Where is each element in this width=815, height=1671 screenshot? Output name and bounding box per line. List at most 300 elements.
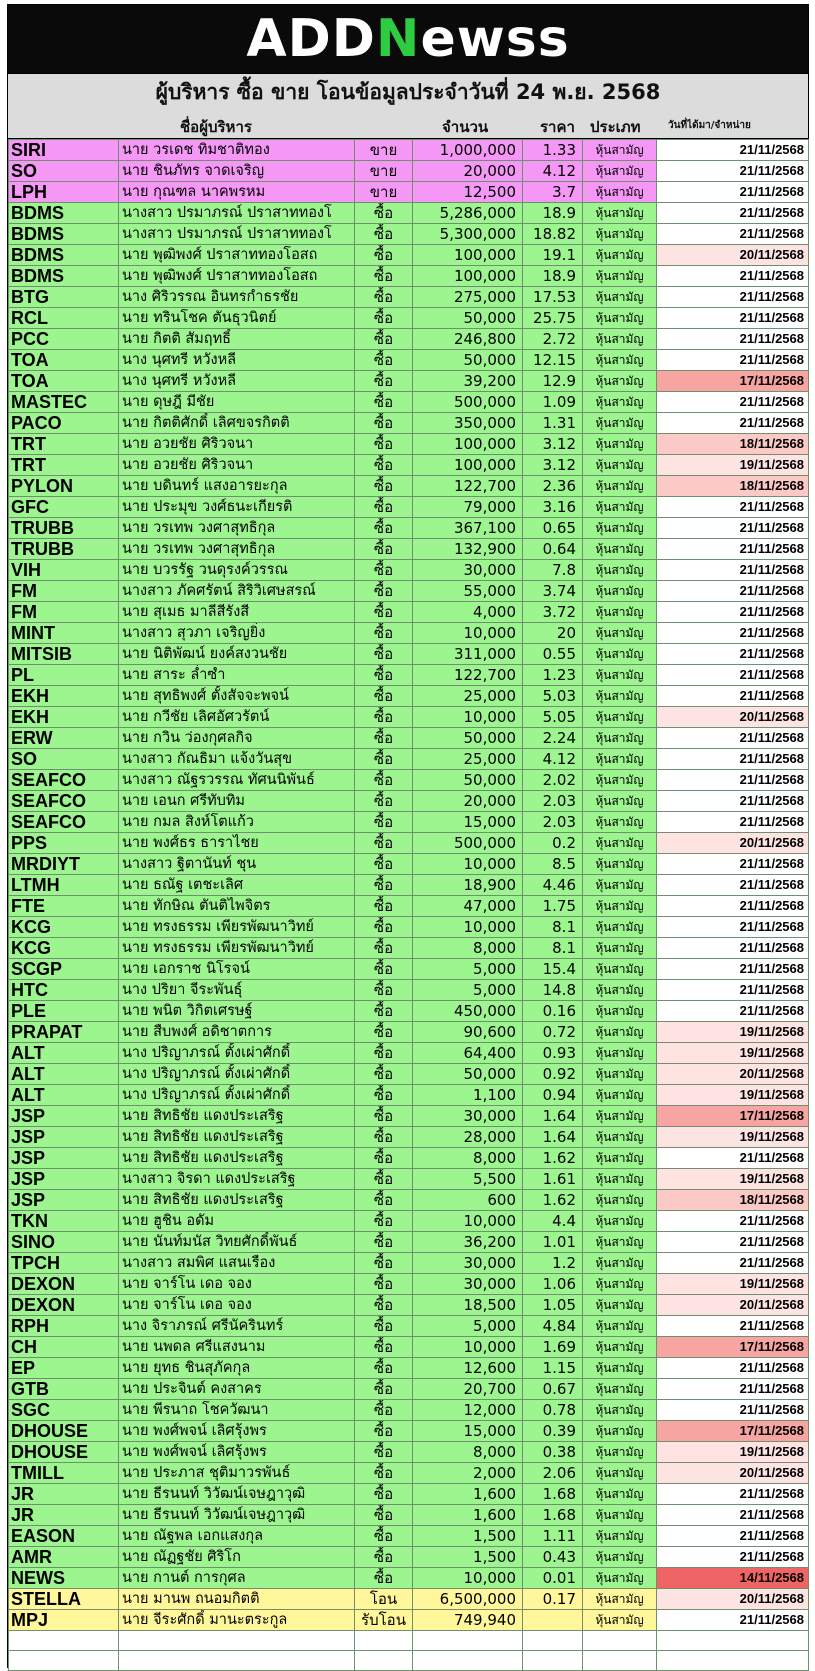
name-cell: นาย สิทธิชัย แดงประเสริฐ: [119, 1148, 355, 1169]
name-cell: นาย นิติพัฒน์ ยงค์สงวนชัย: [119, 644, 355, 665]
table-row: [9, 686, 809, 707]
table-row: [9, 602, 809, 623]
volume-cell: 8,000: [413, 1442, 523, 1463]
empty-row: [9, 1651, 809, 1671]
price-cell: 0.2: [523, 833, 583, 854]
action-cell: ซื้อ: [355, 1169, 413, 1190]
symbol-cell: TMILL: [9, 1463, 119, 1484]
price-cell: 1.2: [523, 1253, 583, 1274]
action-cell: ซื้อ: [355, 1547, 413, 1568]
type-cell: หุ้นสามัญ: [583, 1589, 657, 1610]
type-cell: หุ้นสามัญ: [583, 1400, 657, 1421]
price-cell: 8.1: [523, 938, 583, 959]
date-cell: 21/11/2568: [657, 560, 809, 581]
date-cell: 21/11/2568: [657, 812, 809, 833]
symbol-cell: FTE: [9, 896, 119, 917]
price-cell: 18.9: [523, 266, 583, 287]
volume-cell: 311,000: [413, 644, 523, 665]
price-cell: 1.11: [523, 1526, 583, 1547]
table-row: [9, 203, 809, 224]
symbol-cell: TRUBB: [9, 518, 119, 539]
volume-cell: 10,000: [413, 623, 523, 644]
symbol-cell: BTG: [9, 287, 119, 308]
symbol-cell: EKH: [9, 686, 119, 707]
volume-cell: 100,000: [413, 455, 523, 476]
type-cell: หุ้นสามัญ: [583, 728, 657, 749]
action-cell: ซื้อ: [355, 728, 413, 749]
date-cell: 21/11/2568: [657, 1358, 809, 1379]
volume-cell: 367,100: [413, 518, 523, 539]
price-cell: 19.1: [523, 245, 583, 266]
price-cell: 3.12: [523, 455, 583, 476]
name-cell: นาย สาระ ล่ำซำ: [119, 665, 355, 686]
date-cell: 21/11/2568: [657, 413, 809, 434]
symbol-cell: BDMS: [9, 266, 119, 287]
volume-cell: 10,000: [413, 1211, 523, 1232]
symbol-cell: SCGP: [9, 959, 119, 980]
volume-cell: 15,000: [413, 812, 523, 833]
price-cell: [523, 1610, 583, 1631]
symbol-cell: MITSIB: [9, 644, 119, 665]
action-cell: ซื้อ: [355, 1106, 413, 1127]
table-row: [9, 791, 809, 812]
price-cell: 0.55: [523, 644, 583, 665]
price-cell: 0.65: [523, 518, 583, 539]
price-cell: 5.05: [523, 707, 583, 728]
price-cell: 2.06: [523, 1463, 583, 1484]
symbol-cell: PYLON: [9, 476, 119, 497]
table-row: [9, 644, 809, 665]
table-row: [9, 896, 809, 917]
date-cell: 21/11/2568: [657, 1379, 809, 1400]
price-cell: 0.92: [523, 1064, 583, 1085]
price-cell: 1.68: [523, 1484, 583, 1505]
name-cell: นาย อวยชัย ศิริวจนา: [119, 455, 355, 476]
action-cell: ซื้อ: [355, 833, 413, 854]
price-cell: 4.12: [523, 161, 583, 182]
date-cell: 21/11/2568: [657, 1526, 809, 1547]
name-cell: นาย พงศ์พจน์ เลิศรุ้งพร: [119, 1421, 355, 1442]
volume-cell: 50,000: [413, 308, 523, 329]
name-cell: นาย บวรรัฐ วนดุรงค์วรรณ: [119, 560, 355, 581]
name-cell: นาย พงศ์พจน์ เลิศรุ้งพร: [119, 1442, 355, 1463]
type-cell: หุ้นสามัญ: [583, 623, 657, 644]
table-row: [9, 959, 809, 980]
symbol-cell: AMR: [9, 1547, 119, 1568]
price-cell: 12.15: [523, 350, 583, 371]
action-cell: ซื้อ: [355, 1127, 413, 1148]
symbol-cell: PRAPAT: [9, 1022, 119, 1043]
price-cell: 8.5: [523, 854, 583, 875]
date-cell: 17/11/2568: [657, 1337, 809, 1358]
volume-cell: 749,940: [413, 1610, 523, 1631]
action-cell: ซื้อ: [355, 203, 413, 224]
date-cell: 21/11/2568: [657, 1148, 809, 1169]
symbol-cell: KCG: [9, 938, 119, 959]
price-cell: 1.62: [523, 1190, 583, 1211]
action-cell: ซื้อ: [355, 1043, 413, 1064]
symbol-cell: ALT: [9, 1085, 119, 1106]
price-cell: 1.75: [523, 896, 583, 917]
date-cell: 21/11/2568: [657, 959, 809, 980]
type-cell: หุ้นสามัญ: [583, 917, 657, 938]
date-cell: 21/11/2568: [657, 602, 809, 623]
action-cell: ซื้อ: [355, 770, 413, 791]
action-cell: ซื้อ: [355, 602, 413, 623]
name-cell: นาย ชินภัทร จาดเจริญ: [119, 161, 355, 182]
action-cell: ซื้อ: [355, 749, 413, 770]
symbol-cell: BDMS: [9, 203, 119, 224]
table-row: [9, 518, 809, 539]
price-cell: 4.4: [523, 1211, 583, 1232]
action-cell: ซื้อ: [355, 371, 413, 392]
volume-cell: 500,000: [413, 833, 523, 854]
symbol-cell: KCG: [9, 917, 119, 938]
name-cell: นาย ณัฐพล เอกแสงกุล: [119, 1526, 355, 1547]
name-cell: นาย ธีรนนท์ วิวัฒน์เจษฎาวุฒิ: [119, 1484, 355, 1505]
volume-cell: 30,000: [413, 1253, 523, 1274]
price-cell: 0.39: [523, 1421, 583, 1442]
symbol-cell: NEWS: [9, 1568, 119, 1589]
volume-cell: 275,000: [413, 287, 523, 308]
name-cell: นาย อวยชัย ศิริวจนา: [119, 434, 355, 455]
price-cell: 7.8: [523, 560, 583, 581]
type-cell: หุ้นสามัญ: [583, 1106, 657, 1127]
action-cell: ซื้อ: [355, 434, 413, 455]
empty-cell: [355, 1631, 413, 1651]
table-row: [9, 875, 809, 896]
price-cell: 1.64: [523, 1127, 583, 1148]
name-cell: นาง ปริญาภรณ์ ตั้งเผ่าศักดิ์: [119, 1043, 355, 1064]
symbol-cell: EP: [9, 1358, 119, 1379]
action-cell: ซื้อ: [355, 413, 413, 434]
type-cell: หุ้นสามัญ: [583, 1274, 657, 1295]
table-row: [9, 560, 809, 581]
price-cell: 20: [523, 623, 583, 644]
action-cell: ซื้อ: [355, 1148, 413, 1169]
price-cell: 4.12: [523, 749, 583, 770]
action-cell: ขาย: [355, 161, 413, 182]
type-cell: หุ้นสามัญ: [583, 539, 657, 560]
date-cell: 21/11/2568: [657, 728, 809, 749]
price-cell: 2.02: [523, 770, 583, 791]
date-cell: 21/11/2568: [657, 1232, 809, 1253]
date-cell: 21/11/2568: [657, 917, 809, 938]
action-cell: ซื้อ: [355, 1022, 413, 1043]
date-cell: 21/11/2568: [657, 182, 809, 203]
table-row: [9, 1316, 809, 1337]
symbol-cell: DEXON: [9, 1295, 119, 1316]
volume-cell: 100,000: [413, 266, 523, 287]
type-cell: หุ้นสามัญ: [583, 308, 657, 329]
date-cell: 21/11/2568: [657, 1316, 809, 1337]
price-cell: 1.33: [523, 140, 583, 161]
price-cell: 1.69: [523, 1337, 583, 1358]
volume-cell: 20,000: [413, 161, 523, 182]
symbol-cell: MASTEC: [9, 392, 119, 413]
name-cell: นาง ปริยา จีระพันธุ์: [119, 980, 355, 1001]
empty-cell: [523, 1651, 583, 1671]
type-cell: หุ้นสามัญ: [583, 1505, 657, 1526]
action-cell: ซื้อ: [355, 329, 413, 350]
volume-cell: 2,000: [413, 1463, 523, 1484]
date-cell: 20/11/2568: [657, 1295, 809, 1316]
type-cell: หุ้นสามัญ: [583, 1232, 657, 1253]
table-row: [9, 623, 809, 644]
volume-cell: 12,000: [413, 1400, 523, 1421]
action-cell: ซื้อ: [355, 1484, 413, 1505]
action-cell: โอน: [355, 1589, 413, 1610]
name-cell: นาย ทรงธรรม เพียรพัฒนาวิทย์: [119, 938, 355, 959]
name-cell: นาย สิทธิชัย แดงประเสริฐ: [119, 1127, 355, 1148]
type-cell: หุ้นสามัญ: [583, 980, 657, 1001]
volume-cell: 47,000: [413, 896, 523, 917]
volume-cell: 10,000: [413, 707, 523, 728]
empty-cell: [583, 1651, 657, 1671]
action-cell: ซื้อ: [355, 791, 413, 812]
volume-cell: 50,000: [413, 770, 523, 791]
symbol-cell: JSP: [9, 1127, 119, 1148]
table-row: [9, 770, 809, 791]
type-cell: หุ้นสามัญ: [583, 392, 657, 413]
type-cell: หุ้นสามัญ: [583, 1085, 657, 1106]
table-row: [9, 392, 809, 413]
type-cell: หุ้นสามัญ: [583, 1337, 657, 1358]
action-cell: ซื้อ: [355, 1190, 413, 1211]
table-row: [9, 812, 809, 833]
volume-cell: 10,000: [413, 1568, 523, 1589]
action-cell: ซื้อ: [355, 665, 413, 686]
name-cell: นาง นุศทรี หวังหลี: [119, 350, 355, 371]
action-cell: รับโอน: [355, 1610, 413, 1631]
symbol-cell: LPH: [9, 182, 119, 203]
volume-cell: 100,000: [413, 245, 523, 266]
table-row: [9, 1043, 809, 1064]
date-cell: 21/11/2568: [657, 623, 809, 644]
type-cell: หุ้นสามัญ: [583, 1127, 657, 1148]
name-cell: นางสาว กัณธิมา แจ้งวันสุข: [119, 749, 355, 770]
symbol-cell: ALT: [9, 1043, 119, 1064]
header-date: วันที่ได้มา/จำหน่าย: [668, 120, 751, 131]
type-cell: หุ้นสามัญ: [583, 455, 657, 476]
date-cell: 21/11/2568: [657, 266, 809, 287]
name-cell: นาง ศิริวรรณ อินทรกำธรชัย: [119, 287, 355, 308]
price-cell: 0.38: [523, 1442, 583, 1463]
volume-cell: 500,000: [413, 392, 523, 413]
volume-cell: 12,600: [413, 1358, 523, 1379]
date-cell: 21/11/2568: [657, 791, 809, 812]
header-volume: จำนวน: [442, 118, 489, 136]
symbol-cell: JR: [9, 1505, 119, 1526]
type-cell: หุ้นสามัญ: [583, 1253, 657, 1274]
type-cell: หุ้นสามัญ: [583, 1610, 657, 1631]
volume-cell: 1,100: [413, 1085, 523, 1106]
price-cell: 17.53: [523, 287, 583, 308]
type-cell: หุ้นสามัญ: [583, 644, 657, 665]
date-cell: 21/11/2568: [657, 875, 809, 896]
date-cell: 21/11/2568: [657, 140, 809, 161]
action-cell: ซื้อ: [355, 392, 413, 413]
volume-cell: 132,900: [413, 539, 523, 560]
price-cell: 0.67: [523, 1379, 583, 1400]
symbol-cell: DEXON: [9, 1274, 119, 1295]
price-cell: 1.31: [523, 413, 583, 434]
volume-cell: 39,200: [413, 371, 523, 392]
empty-cell: [355, 1651, 413, 1671]
table-row: [9, 245, 809, 266]
report-title: ผู้บริหาร ซื้อ ขาย โอนข้อมูลประจำวันที่ 24 พ.ย. 2568: [155, 79, 661, 104]
price-cell: 4.46: [523, 875, 583, 896]
date-cell: 21/11/2568: [657, 224, 809, 245]
volume-cell: 4,000: [413, 602, 523, 623]
name-cell: นาย ยุทธ ชินสุภัคกุล: [119, 1358, 355, 1379]
name-cell: นาง ปริญาภรณ์ ตั้งเผ่าศักดิ์: [119, 1085, 355, 1106]
table-row: [9, 728, 809, 749]
date-cell: 19/11/2568: [657, 1127, 809, 1148]
action-cell: ซื้อ: [355, 1568, 413, 1589]
volume-cell: 15,000: [413, 1421, 523, 1442]
insider-trades-table: [8, 139, 809, 1671]
action-cell: ซื้อ: [355, 560, 413, 581]
header-price: ราคา: [540, 118, 575, 136]
action-cell: ซื้อ: [355, 455, 413, 476]
symbol-cell: SIRI: [9, 140, 119, 161]
price-cell: 0.01: [523, 1568, 583, 1589]
table-row: [9, 1190, 809, 1211]
type-cell: หุ้นสามัญ: [583, 1547, 657, 1568]
type-cell: หุ้นสามัญ: [583, 140, 657, 161]
table-row: [9, 1610, 809, 1631]
symbol-cell: EKH: [9, 707, 119, 728]
name-cell: นาย กานต์ การกุศล: [119, 1568, 355, 1589]
table-row: [9, 1127, 809, 1148]
type-cell: หุ้นสามัญ: [583, 1568, 657, 1589]
name-cell: นาย จีระศักดิ์ มานะตระกูล: [119, 1610, 355, 1631]
volume-cell: 36,200: [413, 1232, 523, 1253]
date-cell: 21/11/2568: [657, 308, 809, 329]
price-cell: 2.03: [523, 812, 583, 833]
date-cell: 21/11/2568: [657, 938, 809, 959]
symbol-cell: GTB: [9, 1379, 119, 1400]
symbol-cell: SO: [9, 161, 119, 182]
volume-cell: 246,800: [413, 329, 523, 350]
price-cell: 0.94: [523, 1085, 583, 1106]
type-cell: หุ้นสามัญ: [583, 329, 657, 350]
empty-cell: [9, 1631, 119, 1651]
table-row: [9, 581, 809, 602]
volume-cell: 50,000: [413, 1064, 523, 1085]
table-row: [9, 749, 809, 770]
volume-cell: 30,000: [413, 560, 523, 581]
symbol-cell: DHOUSE: [9, 1442, 119, 1463]
type-cell: หุ้นสามัญ: [583, 686, 657, 707]
date-cell: 18/11/2568: [657, 434, 809, 455]
type-cell: หุ้นสามัญ: [583, 182, 657, 203]
name-cell: นาย ทรินโชค ตันธุวนิตย์: [119, 308, 355, 329]
symbol-cell: JR: [9, 1484, 119, 1505]
name-cell: นาย ดุษฎี มีชัย: [119, 392, 355, 413]
volume-cell: 600: [413, 1190, 523, 1211]
type-cell: หุ้นสามัญ: [583, 1148, 657, 1169]
name-cell: นาง ปริญาภรณ์ ตั้งเผ่าศักดิ์: [119, 1064, 355, 1085]
action-cell: ซื้อ: [355, 1463, 413, 1484]
volume-cell: 30,000: [413, 1106, 523, 1127]
action-cell: ซื้อ: [355, 1442, 413, 1463]
price-cell: 3.12: [523, 434, 583, 455]
action-cell: ซื้อ: [355, 518, 413, 539]
price-cell: 0.17: [523, 1589, 583, 1610]
table-row: [9, 413, 809, 434]
date-cell: 21/11/2568: [657, 497, 809, 518]
symbol-cell: TPCH: [9, 1253, 119, 1274]
symbol-cell: RPH: [9, 1316, 119, 1337]
table-row: [9, 1505, 809, 1526]
action-cell: ซื้อ: [355, 287, 413, 308]
date-cell: 21/11/2568: [657, 686, 809, 707]
action-cell: ซื้อ: [355, 497, 413, 518]
symbol-cell: PCC: [9, 329, 119, 350]
table-row: [9, 1547, 809, 1568]
action-cell: ซื้อ: [355, 980, 413, 1001]
action-cell: ซื้อ: [355, 644, 413, 665]
type-cell: หุ้นสามัญ: [583, 224, 657, 245]
type-cell: หุ้นสามัญ: [583, 1358, 657, 1379]
name-cell: นาย กิตติ สัมฤทธิ์: [119, 329, 355, 350]
action-cell: ซื้อ: [355, 1400, 413, 1421]
table-row: [9, 1274, 809, 1295]
table-row: [9, 161, 809, 182]
type-cell: หุ้นสามัญ: [583, 1379, 657, 1400]
action-cell: ซื้อ: [355, 1421, 413, 1442]
price-cell: 1.61: [523, 1169, 583, 1190]
symbol-cell: RCL: [9, 308, 119, 329]
volume-cell: 30,000: [413, 1274, 523, 1295]
type-cell: หุ้นสามัญ: [583, 1211, 657, 1232]
symbol-cell: TRT: [9, 434, 119, 455]
date-cell: 21/11/2568: [657, 854, 809, 875]
empty-cell: [657, 1631, 809, 1651]
type-cell: หุ้นสามัญ: [583, 476, 657, 497]
price-cell: 1.23: [523, 665, 583, 686]
type-cell: หุ้นสามัญ: [583, 1484, 657, 1505]
name-cell: นาย พนิต วิกิตเศรษฐ์: [119, 1001, 355, 1022]
symbol-cell: TOA: [9, 371, 119, 392]
date-cell: 20/11/2568: [657, 1589, 809, 1610]
symbol-cell: PL: [9, 665, 119, 686]
symbol-cell: STELLA: [9, 1589, 119, 1610]
price-cell: 0.72: [523, 1022, 583, 1043]
name-cell: นาย ทรงธรรม เพียรพัฒนาวิทย์: [119, 917, 355, 938]
name-cell: นางสาว จิรดา แดงประเสริฐ: [119, 1169, 355, 1190]
action-cell: ซื้อ: [355, 854, 413, 875]
action-cell: ซื้อ: [355, 938, 413, 959]
action-cell: ซื้อ: [355, 476, 413, 497]
name-cell: นางสาว สุวภา เจริญยิ่ง: [119, 623, 355, 644]
type-cell: หุ้นสามัญ: [583, 1463, 657, 1484]
volume-cell: 122,700: [413, 476, 523, 497]
date-cell: 21/11/2568: [657, 287, 809, 308]
table-row: [9, 224, 809, 245]
price-cell: 25.75: [523, 308, 583, 329]
type-cell: หุ้นสามัญ: [583, 203, 657, 224]
table-row: [9, 1589, 809, 1610]
price-cell: 18.82: [523, 224, 583, 245]
date-cell: 17/11/2568: [657, 1106, 809, 1127]
symbol-cell: SO: [9, 749, 119, 770]
date-cell: 21/11/2568: [657, 518, 809, 539]
symbol-cell: HTC: [9, 980, 119, 1001]
table-row: [9, 350, 809, 371]
